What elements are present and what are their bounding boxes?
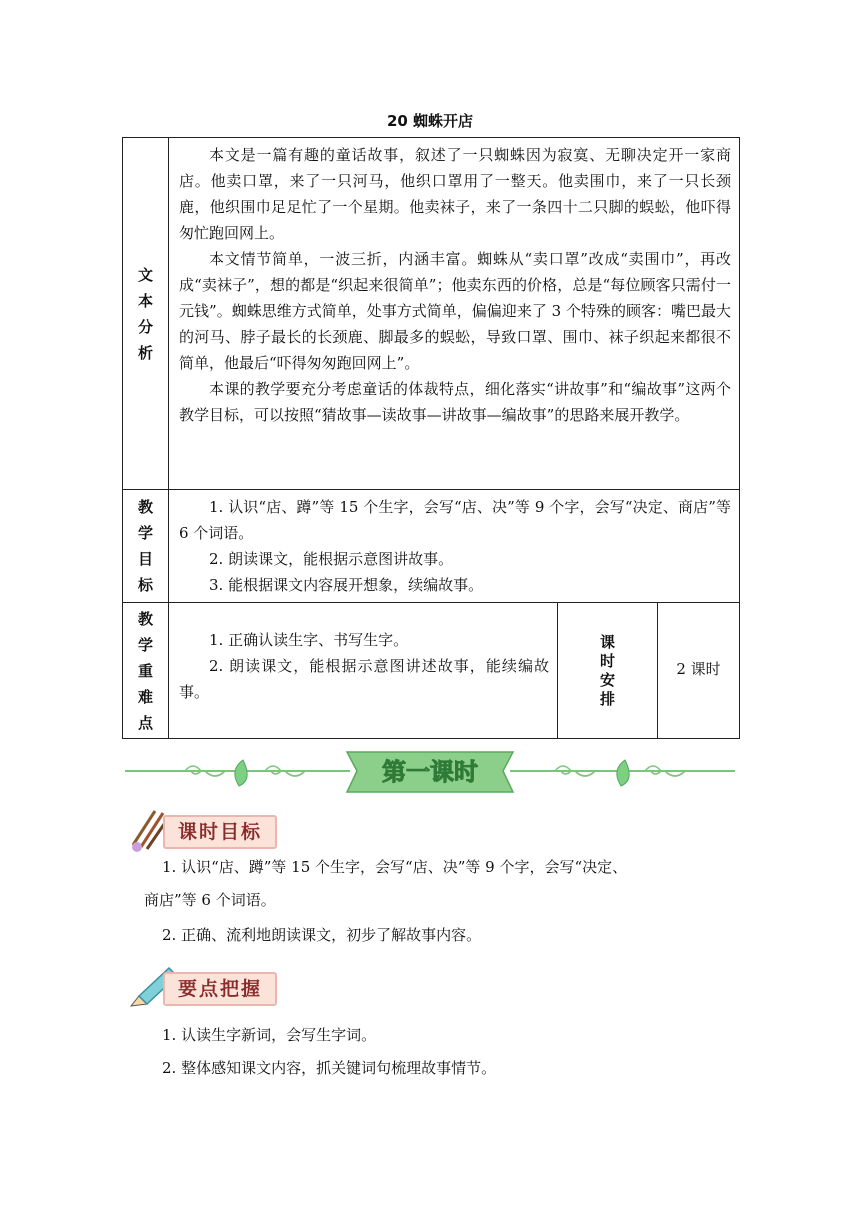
analysis-paragraph: 本文情节简单，一波三折，内涵丰富。蜘蛛从“卖口罩”改成“卖围巾”，再改成“卖袜子”，想的都是“织起来很简单”；他卖东西的价格，总是“每位顾客只需付一元钱”。蜘蛛思维方式简单，处事方式简单，偏偏迎来了 3 个特殊的顾客：嘴巴最大的河马、脖子最长的长颈鹿、脚最多的蜈蚣，导致口罩、围巾、袜子织起来都很不简单，他最后“吓得匆匆跑回网上”。: [179, 250, 731, 372]
analysis-paragraph: 本课的教学要充分考虑童话的体裁特点，细化落实“讲故事”和“编故事”这两个教学目标，可以按照“猜故事—读故事—讲故事—编故事”的思路来展开教学。: [179, 380, 731, 424]
goals-header: 教 学 目 标: [123, 490, 169, 603]
difficulty-item: 1. 正确认读生字、书写生字。: [209, 631, 409, 649]
goal-item: 2. 朗读课文，能根据示意图讲故事。: [209, 550, 454, 568]
right-leaf-icon: [617, 760, 629, 786]
analysis-header: 文 本 分 析: [123, 138, 169, 490]
lesson-goals-tag: [125, 805, 275, 855]
left-leaf-icon: [235, 760, 247, 786]
key-point-line: 2. 整体感知课文内容，抓关键词句梳理故事情节。: [162, 1059, 497, 1077]
schedule-value: 2 课时: [658, 603, 740, 739]
goals-row: [123, 490, 740, 603]
analysis-paragraph: 本文是一篇有趣的童话故事，叙述了一只蜘蛛因为寂寞、无聊决定开一家商店。他卖口罩，来了一只河马，他织口罩用了一整天。他卖围巾，来了一只长颈鹿，他织围巾足足忙了一个星期。他卖袜子，来了一条四十二只脚的蜈蚣，他吓得匆忙跑回网上。: [179, 146, 731, 242]
lesson-plan-table: [122, 137, 740, 739]
lesson-goals-tag-label: 课时目标: [163, 815, 277, 849]
difficulties-row: [123, 603, 740, 739]
goal-item: 3. 能根据课文内容展开想象，续编故事。: [209, 576, 484, 594]
analysis-row: [123, 138, 740, 490]
page-title: 20 蜘蛛开店: [386, 112, 474, 130]
lesson-banner: [125, 740, 735, 800]
lesson-goal-line: 商店”等 6 个词语。: [144, 891, 276, 909]
lesson-goal-line: 1. 认识“店、蹲”等 15 个生字，会写“店、决”等 9 个字，会写“决定、: [162, 858, 628, 876]
lesson-goal-line: 2. 正确、流利地朗读课文，初步了解故事内容。: [162, 926, 482, 944]
difficulties-header: 教 学 重 难 点: [123, 603, 169, 739]
difficulties-content: [169, 603, 558, 739]
schedule-header: 课 时 安 排: [558, 603, 658, 739]
banner-label: 第一课时: [382, 758, 478, 786]
key-points-tag-label: 要点把握: [163, 972, 277, 1006]
analysis-content: [169, 138, 740, 490]
key-point-line: 1. 认读生字新词，会写生字词。: [162, 1026, 377, 1044]
goal-item: 1. 认识“店、蹲”等 15 个生字，会写“店、决”等 9 个字，会写“决定、商店”等 6 个词语。: [179, 498, 731, 542]
goals-content: [169, 490, 740, 603]
key-points-tag: [125, 962, 275, 1012]
difficulty-item: 2. 朗读课文，能根据示意图讲述故事，能续编故事。: [179, 657, 549, 701]
